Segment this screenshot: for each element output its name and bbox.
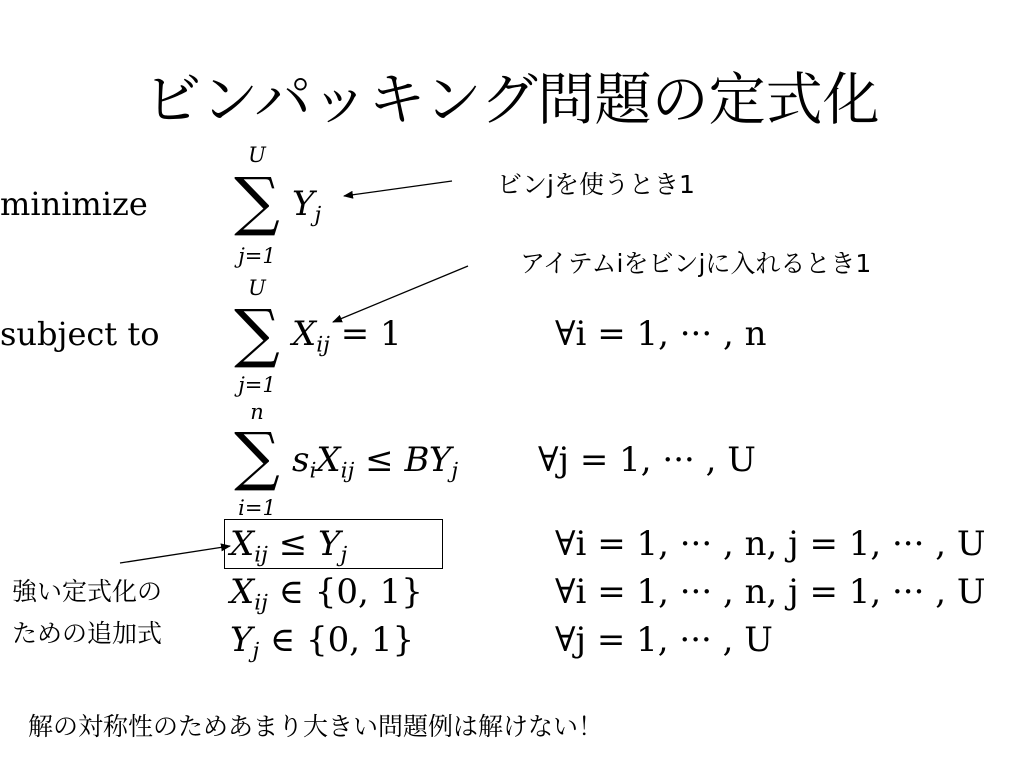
page-title: ビンパッキング問題の定式化	[144, 67, 880, 133]
constraint1-expression: $X_{ij} = 1$	[292, 314, 402, 358]
arrow-to-yj-icon	[344, 181, 452, 196]
objective-sigma-icon: ∑	[234, 165, 280, 239]
constraint4-quantifier: ∀i = 1, ··· , n, j = 1, ··· , U	[555, 572, 986, 612]
constraint1-sum-upper: U	[248, 276, 266, 300]
constraint4-expression: $X_{ij}$ ∈ {0, 1}	[230, 572, 423, 616]
annotation-x-meaning: アイテムiをビンjに入れるとき1	[520, 249, 872, 278]
annotation-strong-line1: 強い定式化の	[12, 577, 163, 606]
objective-expression: $Y_j$	[292, 184, 322, 228]
objective-sum-upper: U	[248, 143, 266, 167]
minimize-label: minimize	[0, 185, 148, 223]
constraint2-sigma-icon: ∑	[234, 420, 280, 494]
subject-to-label: subject to	[0, 315, 160, 353]
arrow-to-xij-icon	[333, 266, 468, 322]
constraint2-sum-upper: n	[250, 400, 264, 424]
constraint5-expression: $Y_j$ ∈ {0, 1}	[230, 620, 415, 664]
constraint1-sigma-icon: ∑	[234, 297, 280, 371]
constraint3-quantifier: ∀i = 1, ··· , n, j = 1, ··· , U	[555, 524, 986, 564]
constraint1-sum-lower: j=1	[238, 373, 276, 397]
constraint2-expression: $s_iX_{ij} \le BY_j$	[292, 440, 459, 484]
arrow-to-box-icon	[120, 546, 230, 563]
constraint1-quantifier: ∀i = 1, ··· , n	[555, 314, 767, 354]
annotation-y-meaning: ビンjを使うとき1	[497, 170, 695, 199]
constraint3-expression: $X_{ij} \le Y_j$	[230, 524, 348, 568]
objective-sum-lower: j=1	[238, 244, 276, 268]
annotation-strong-line2: ための追加式	[12, 619, 163, 648]
constraint2-quantifier: ∀j = 1, ··· , U	[538, 440, 756, 480]
constraint5-quantifier: ∀j = 1, ··· , U	[555, 620, 773, 660]
constraint2-sum-lower: i=1	[238, 496, 276, 520]
footer-note: 解の対称性のためあまり大きい問題例は解けない！	[28, 712, 604, 741]
